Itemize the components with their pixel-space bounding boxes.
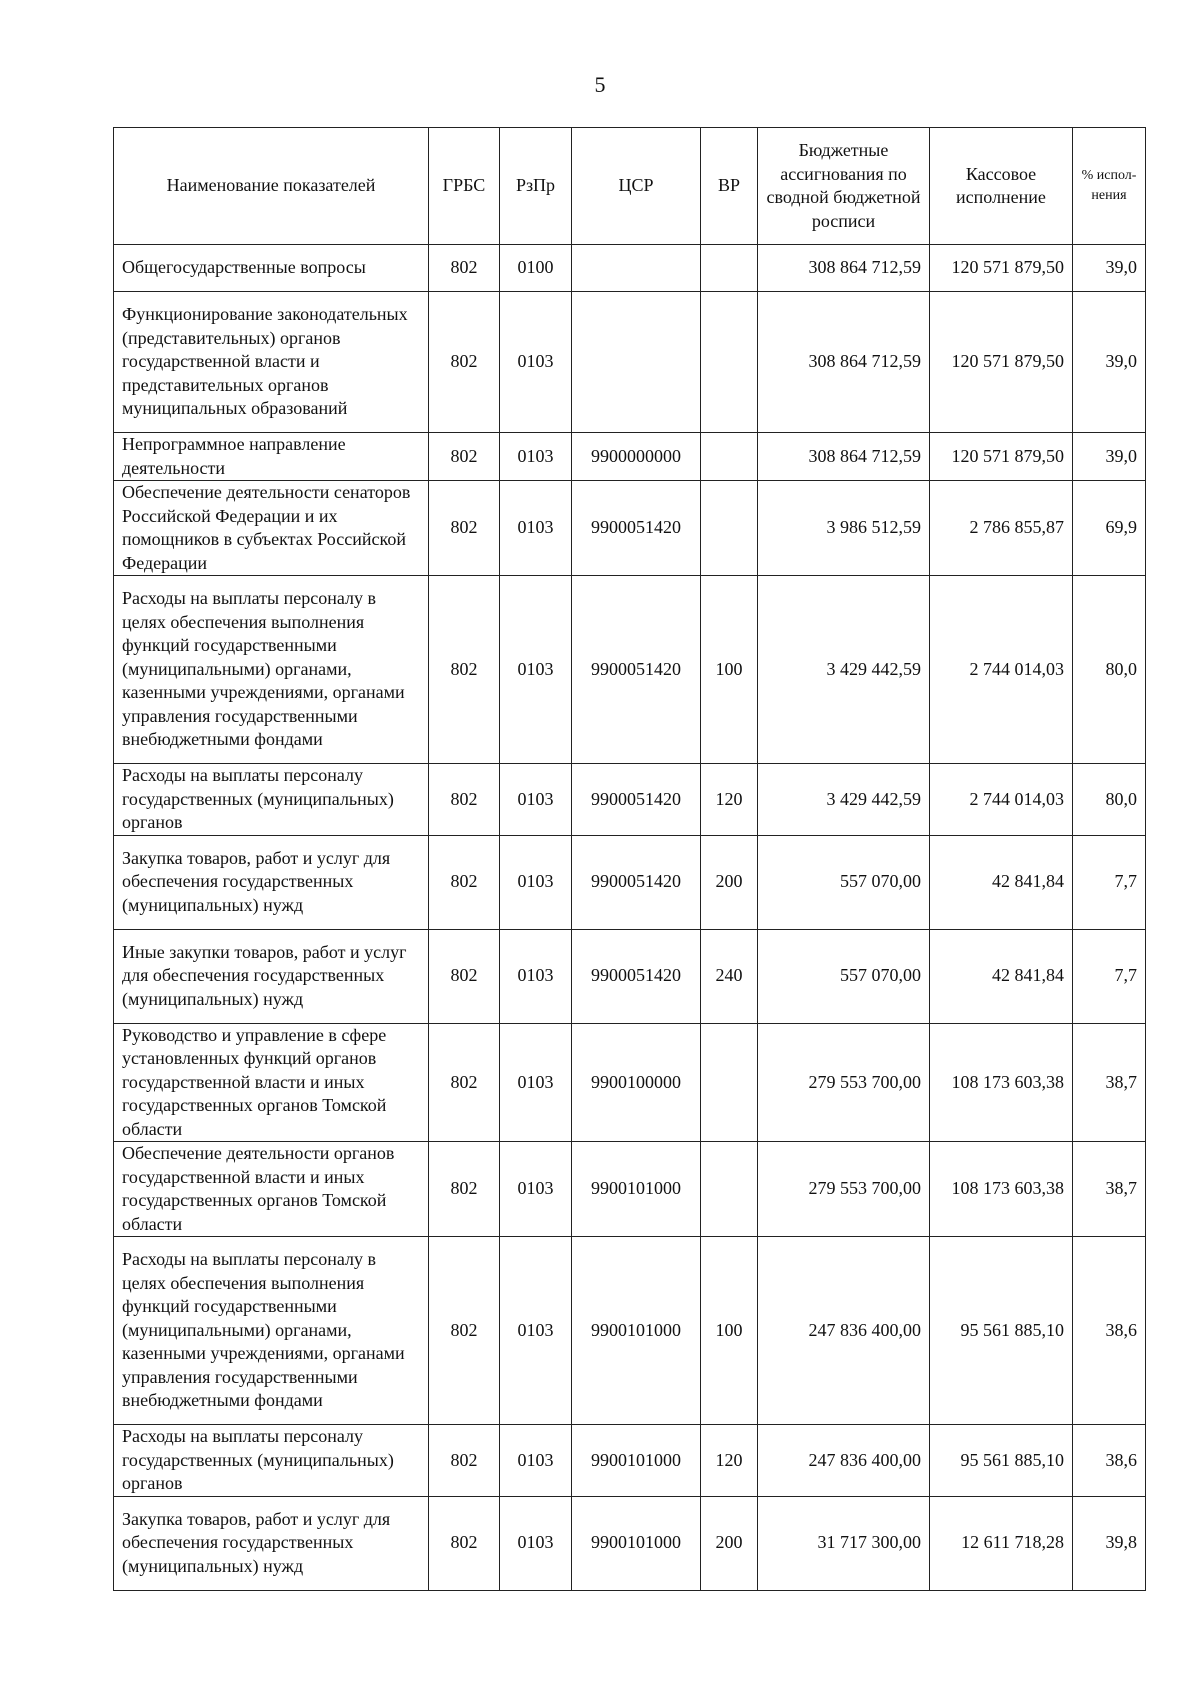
cell-csr: 9900101000 [572,1237,701,1425]
cell-pct: 38,6 [1073,1425,1146,1497]
cell-budget: 557 070,00 [758,929,930,1023]
cell-name: Обеспечение деятельности органов государственной власти и иных государственных органов Томской области [114,1142,429,1237]
cell-vr: 200 [701,835,758,929]
cell-vr [701,1023,758,1142]
cell-csr: 9900051420 [572,576,701,764]
budget-execution-table [113,127,1146,1591]
cell-grbs: 802 [429,1237,500,1425]
cell-budget: 247 836 400,00 [758,1237,930,1425]
header-rzpr: РзПр [500,128,572,245]
cell-pct: 38,6 [1073,1237,1146,1425]
cell-cash: 108 173 603,38 [930,1023,1073,1142]
cell-name: Расходы на выплаты персоналу в целях обеспечения выполнения функций государственными (муниципальными) органами, казенными учреждениями, органами управления государственными внебюджетными фондами [114,1237,429,1425]
cell-budget: 308 864 712,59 [758,292,930,433]
cell-rzpr: 0103 [500,835,572,929]
cell-pct: 38,7 [1073,1142,1146,1237]
cell-name: Общегосударственные вопросы [114,245,429,292]
cell-grbs: 802 [429,292,500,433]
cell-name: Расходы на выплаты персоналу государственных (муниципальных) органов [114,1425,429,1497]
cell-vr [701,433,758,481]
cell-csr: 9900100000 [572,1023,701,1142]
cell-rzpr: 0103 [500,929,572,1023]
cell-cash: 120 571 879,50 [930,433,1073,481]
cell-pct: 7,7 [1073,929,1146,1023]
cell-csr: 9900101000 [572,1142,701,1237]
table-row [114,835,1146,929]
cell-grbs: 802 [429,764,500,836]
cell-budget: 557 070,00 [758,835,930,929]
cell-grbs: 802 [429,1023,500,1142]
table-row [114,1023,1146,1142]
cell-vr [701,481,758,576]
cell-pct: 7,7 [1073,835,1146,929]
cell-csr: 9900000000 [572,433,701,481]
cell-grbs: 802 [429,481,500,576]
cell-pct: 69,9 [1073,481,1146,576]
cell-vr: 120 [701,764,758,836]
cell-cash: 2 786 855,87 [930,481,1073,576]
cell-cash: 95 561 885,10 [930,1425,1073,1497]
cell-csr [572,292,701,433]
cell-vr: 240 [701,929,758,1023]
cell-pct: 39,0 [1073,433,1146,481]
cell-rzpr: 0103 [500,481,572,576]
cell-pct: 39,0 [1073,245,1146,292]
cell-budget: 3 986 512,59 [758,481,930,576]
table-row [114,433,1146,481]
cell-rzpr: 0103 [500,764,572,836]
table-row [114,292,1146,433]
cell-vr: 120 [701,1425,758,1497]
cell-grbs: 802 [429,433,500,481]
cell-pct: 80,0 [1073,576,1146,764]
cell-grbs: 802 [429,245,500,292]
table-row [114,764,1146,836]
cell-cash: 120 571 879,50 [930,292,1073,433]
cell-rzpr: 0103 [500,292,572,433]
cell-cash: 108 173 603,38 [930,1142,1073,1237]
table-row [114,245,1146,292]
cell-name: Расходы на выплаты персоналу государственных (муниципальных) органов [114,764,429,836]
cell-pct: 80,0 [1073,764,1146,836]
cell-csr: 9900051420 [572,835,701,929]
cell-budget: 279 553 700,00 [758,1023,930,1142]
cell-rzpr: 0103 [500,576,572,764]
cell-cash: 42 841,84 [930,929,1073,1023]
cell-budget: 247 836 400,00 [758,1425,930,1497]
header-vr: ВР [701,128,758,245]
cell-grbs: 802 [429,835,500,929]
cell-grbs: 802 [429,576,500,764]
cell-grbs: 802 [429,1496,500,1590]
page-number: 5 [594,72,606,97]
cell-rzpr: 0103 [500,433,572,481]
cell-csr: 9900051420 [572,764,701,836]
cell-rzpr: 0103 [500,1496,572,1590]
cell-name: Функционирование законодательных (представительных) органов государственной власти и представительных органов муниципальных образований [114,292,429,433]
cell-name: Закупка товаров, работ и услуг для обеспечения государственных (муниципальных) нужд [114,835,429,929]
cell-vr: 100 [701,576,758,764]
cell-pct: 39,0 [1073,292,1146,433]
cell-vr: 100 [701,1237,758,1425]
cell-rzpr: 0100 [500,245,572,292]
cell-budget: 308 864 712,59 [758,433,930,481]
cell-vr [701,292,758,433]
cell-pct: 38,7 [1073,1023,1146,1142]
cell-name: Закупка товаров, работ и услуг для обеспечения государственных (муниципальных) нужд [114,1496,429,1590]
cell-budget: 3 429 442,59 [758,576,930,764]
table-body [114,245,1146,1591]
cell-vr [701,1142,758,1237]
cell-csr: 9900051420 [572,481,701,576]
cell-cash: 95 561 885,10 [930,1237,1073,1425]
cell-cash: 2 744 014,03 [930,576,1073,764]
cell-budget: 308 864 712,59 [758,245,930,292]
cell-name: Обеспечение деятельности сенаторов Российской Федерации и их помощников в субъектах Российской Федерации [114,481,429,576]
cell-name: Руководство и управление в сфере установленных функций органов государственной власти и иных государственных органов Томской области [114,1023,429,1142]
cell-rzpr: 0103 [500,1023,572,1142]
table-row [114,576,1146,764]
cell-csr [572,245,701,292]
cell-rzpr: 0103 [500,1142,572,1237]
cell-budget: 279 553 700,00 [758,1142,930,1237]
header-pct: % испол-нения [1073,128,1146,245]
header-name: Наименование показателей [114,128,429,245]
cell-budget: 31 717 300,00 [758,1496,930,1590]
cell-pct: 39,8 [1073,1496,1146,1590]
table-row [114,1425,1146,1497]
cell-cash: 42 841,84 [930,835,1073,929]
cell-cash: 120 571 879,50 [930,245,1073,292]
cell-name: Расходы на выплаты персоналу в целях обеспечения выполнения функций государственными (муниципальными) органами, казенными учреждениями, органами управления государственными внебюджетными фондами [114,576,429,764]
cell-grbs: 802 [429,929,500,1023]
cell-grbs: 802 [429,1425,500,1497]
header-grbs: ГРБС [429,128,500,245]
cell-vr: 200 [701,1496,758,1590]
table-row [114,1142,1146,1237]
cell-rzpr: 0103 [500,1425,572,1497]
table-header-row [114,128,1146,245]
cell-name: Непрограммное направление деятельности [114,433,429,481]
cell-csr: 9900051420 [572,929,701,1023]
cell-cash: 2 744 014,03 [930,764,1073,836]
header-budget: Бюджетные ассигнования по сводной бюджетной росписи [758,128,930,245]
cell-cash: 12 611 718,28 [930,1496,1073,1590]
cell-rzpr: 0103 [500,1237,572,1425]
table-row [114,1237,1146,1425]
table-row [114,481,1146,576]
table-row [114,929,1146,1023]
cell-name: Иные закупки товаров, работ и услуг для обеспечения государственных (муниципальных) нужд [114,929,429,1023]
table-row [114,1496,1146,1590]
header-cash: Кассовое исполнение [930,128,1073,245]
cell-vr [701,245,758,292]
cell-csr: 9900101000 [572,1496,701,1590]
cell-budget: 3 429 442,59 [758,764,930,836]
header-csr: ЦСР [572,128,701,245]
cell-csr: 9900101000 [572,1425,701,1497]
cell-grbs: 802 [429,1142,500,1237]
